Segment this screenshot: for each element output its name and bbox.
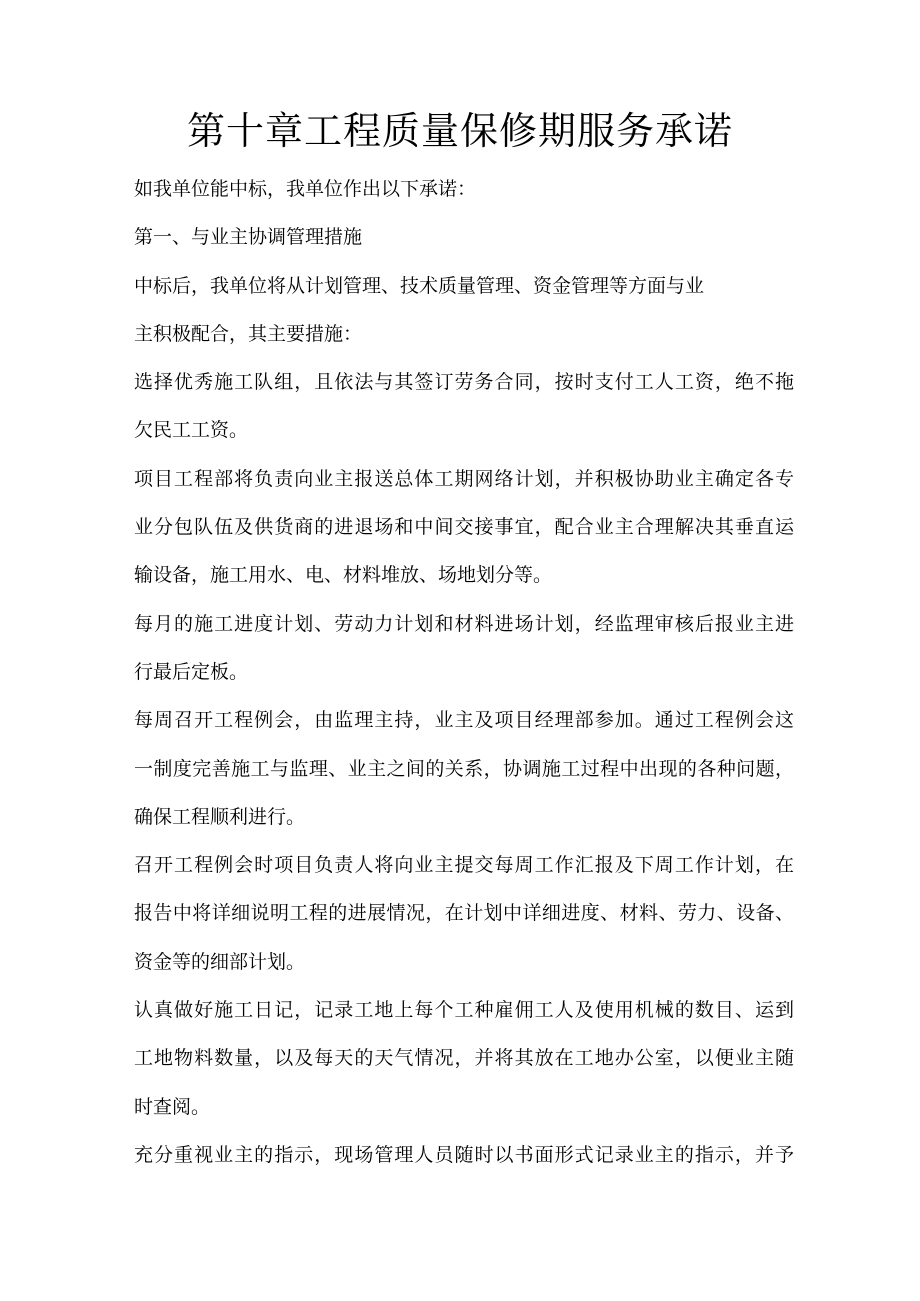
text-line: 欠民工工资。: [134, 419, 249, 442]
text-line: 召开工程例会时项目负责人将向业主提交每周工作汇报及下周工作计划，在: [134, 854, 794, 877]
text-line: 第一、与业主协调管理措施: [134, 226, 363, 249]
text-line: 每周召开工程例会，由监理主持，业主及项目经理部参加。通过工程例会这: [134, 709, 794, 732]
text-line: 如我单位能中标，我单位作出以下承诺：: [134, 178, 477, 200]
text-line: 确保工程顺利进行。: [134, 805, 306, 828]
document-body: [134, 165, 794, 1179]
text-line: 项目工程部将负责向业主报送总体工期网络计划，并积极协助业主确定各专: [134, 467, 794, 490]
text-line: 主积极配合，其主要措施：: [134, 322, 363, 345]
text-line: 认真做好施工日记，记录工地上每个工种雇佣工人及使用机械的数目、运到: [134, 999, 794, 1022]
text-line: 报告中将详细说明工程的进展情况，在计划中详细进度、材料、劳力、设备、: [134, 902, 794, 925]
text-line: 行最后定板。: [134, 660, 249, 683]
text-line: 选择优秀施工队组，且依法与其签订劳务合同，按时支付工人工资，绝不拖: [134, 371, 794, 394]
text-line: 工地物料数量，以及每天的天气情况，并将其放在工地办公室，以便业主随: [134, 1047, 794, 1070]
text-line: 中标后，我单位将从计划管理、技术质量管理、资金管理等方面与业: [134, 274, 705, 297]
text-line: 时查阅。: [134, 1095, 211, 1118]
text-line: 一制度完善施工与监理、业主之间的关系，协调施工过程中出现的各种问题，: [134, 757, 794, 780]
text-line: 业分包队伍及供货商的进退场和中间交接事宜，配合业主合理解决其垂直运: [134, 516, 794, 539]
text-line: 资金等的细部计划。: [134, 950, 306, 973]
page-title: 第十章工程质量保修期服务承诺: [186, 109, 733, 153]
text-line: 充分重视业主的指示，现场管理人员随时以书面形式记录业主的指示，并予: [134, 1143, 794, 1166]
text-line: 每月的施工进度计划、劳动力计划和材料进场计划，经监理审核后报业主进: [134, 612, 794, 635]
text-line: 输设备，施工用水、电、材料堆放、场地划分等。: [134, 564, 553, 587]
